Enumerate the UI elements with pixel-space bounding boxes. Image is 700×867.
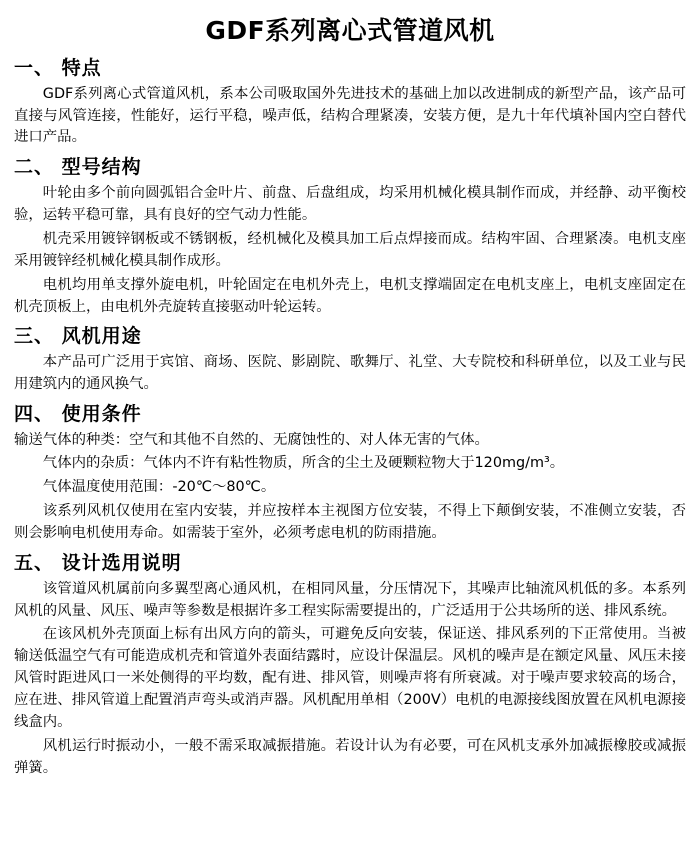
paragraph: 该系列风机仅使用在室内安装，并应按样本主视图方位安装，不得上下颠倒安装，不准侧立安装，否则会影响电机使用寿命。如需装于室外，必须考虑电机的防雨措施。 bbox=[14, 503, 686, 542]
paragraph: 电机均用单支撑外旋电机，叶轮固定在电机外壳上，电机支撑端固定在电机支座上，电机支座固定在机壳顶板上，由电机外壳旋转直接驱动叶轮运转。 bbox=[14, 276, 686, 315]
section-features bbox=[14, 56, 686, 149]
section-heading: 二、 型号结构 bbox=[14, 156, 142, 179]
section-model-structure bbox=[14, 155, 686, 318]
section-heading: 四、 使用条件 bbox=[14, 402, 142, 425]
paragraph: GDF系列离心式管道风机，系本公司吸取国外先进技术的基础上加以改进制成的新型产品，该产品可直接与风管连接，性能好，运行平稳，噪声低，结构合理紧凑，安装方便，是九十年代填补国内空白替代进口产品。 bbox=[14, 85, 686, 146]
page-title: GDF系列离心式管道风机 bbox=[205, 16, 495, 45]
paragraph: 该管道风机属前向多翼型离心通风机，在相同风量，分压情况下，其噪声比轴流风机低的多。本系列风机的风量、风压、噪声等参数是根据许多工程实际需要提出的，广泛适用于公共场所的送、排风系统。 bbox=[14, 580, 686, 619]
section-heading: 三、 风机用途 bbox=[14, 325, 142, 348]
paragraph: 在该风机外壳顶面上标有出风方向的箭头，可避免反向安装，保证送、排风系列的下正常使用。当被输送低温空气有可能造成机壳和管道外表面结露时，应设计保温层。风机的噪声是在额定风量、风压未接风管时距进风口一米处侧得的平均数，配有进、排风管，则噪声将有所衰减。对于噪声要求较高的场合，应在进、排风管道上配置消声弯头或消声器。风机配用单相（200V）电机的电源接线图放置在风机电源接线盒内。 bbox=[14, 626, 686, 731]
paragraph: 本产品可广泛用于宾馆、商场、医院、影剧院、歌舞厅、礼堂、大专院校和科研单位，以及工业与民用建筑内的通风换气。 bbox=[14, 354, 686, 392]
paragraph: 输送气体的种类：空气和其他不自然的、无腐蚀性的、对人体无害的气体。 bbox=[14, 431, 489, 448]
paragraph: 机壳采用镀锌钢板或不锈钢板，经机械化及模具加工后点焊接而成。结构牢固、合理紧凑。电机支座采用镀锌经机械化模具制作成形。 bbox=[14, 230, 686, 269]
paragraph: 叶轮由多个前向圆弧铝合金叶片、前盘、后盘组成，均采用机械化模具制作而成，并经静、动平衡校验，运转平稳可靠，具有良好的空气动力性能。 bbox=[14, 185, 686, 223]
section-operating-conditions bbox=[14, 402, 686, 545]
section-design-selection bbox=[14, 551, 686, 780]
section-heading: 五、 设计选用说明 bbox=[14, 552, 182, 574]
paragraph: 气体温度使用范围：-20℃～80℃。 bbox=[42, 479, 276, 496]
section-heading: 一、 特点 bbox=[14, 57, 102, 79]
paragraph: 风机运行时振动小，一般不需采取减振措施。若设计认为有必要，可在风机支承外加减振橡胶或减振弹簧。 bbox=[14, 737, 686, 776]
section-applications bbox=[14, 324, 686, 395]
paragraph: 气体内的杂质：气体内不许有粘性物质，所含的尘土及硬颗粒物大于120mg/m³。 bbox=[42, 455, 565, 472]
